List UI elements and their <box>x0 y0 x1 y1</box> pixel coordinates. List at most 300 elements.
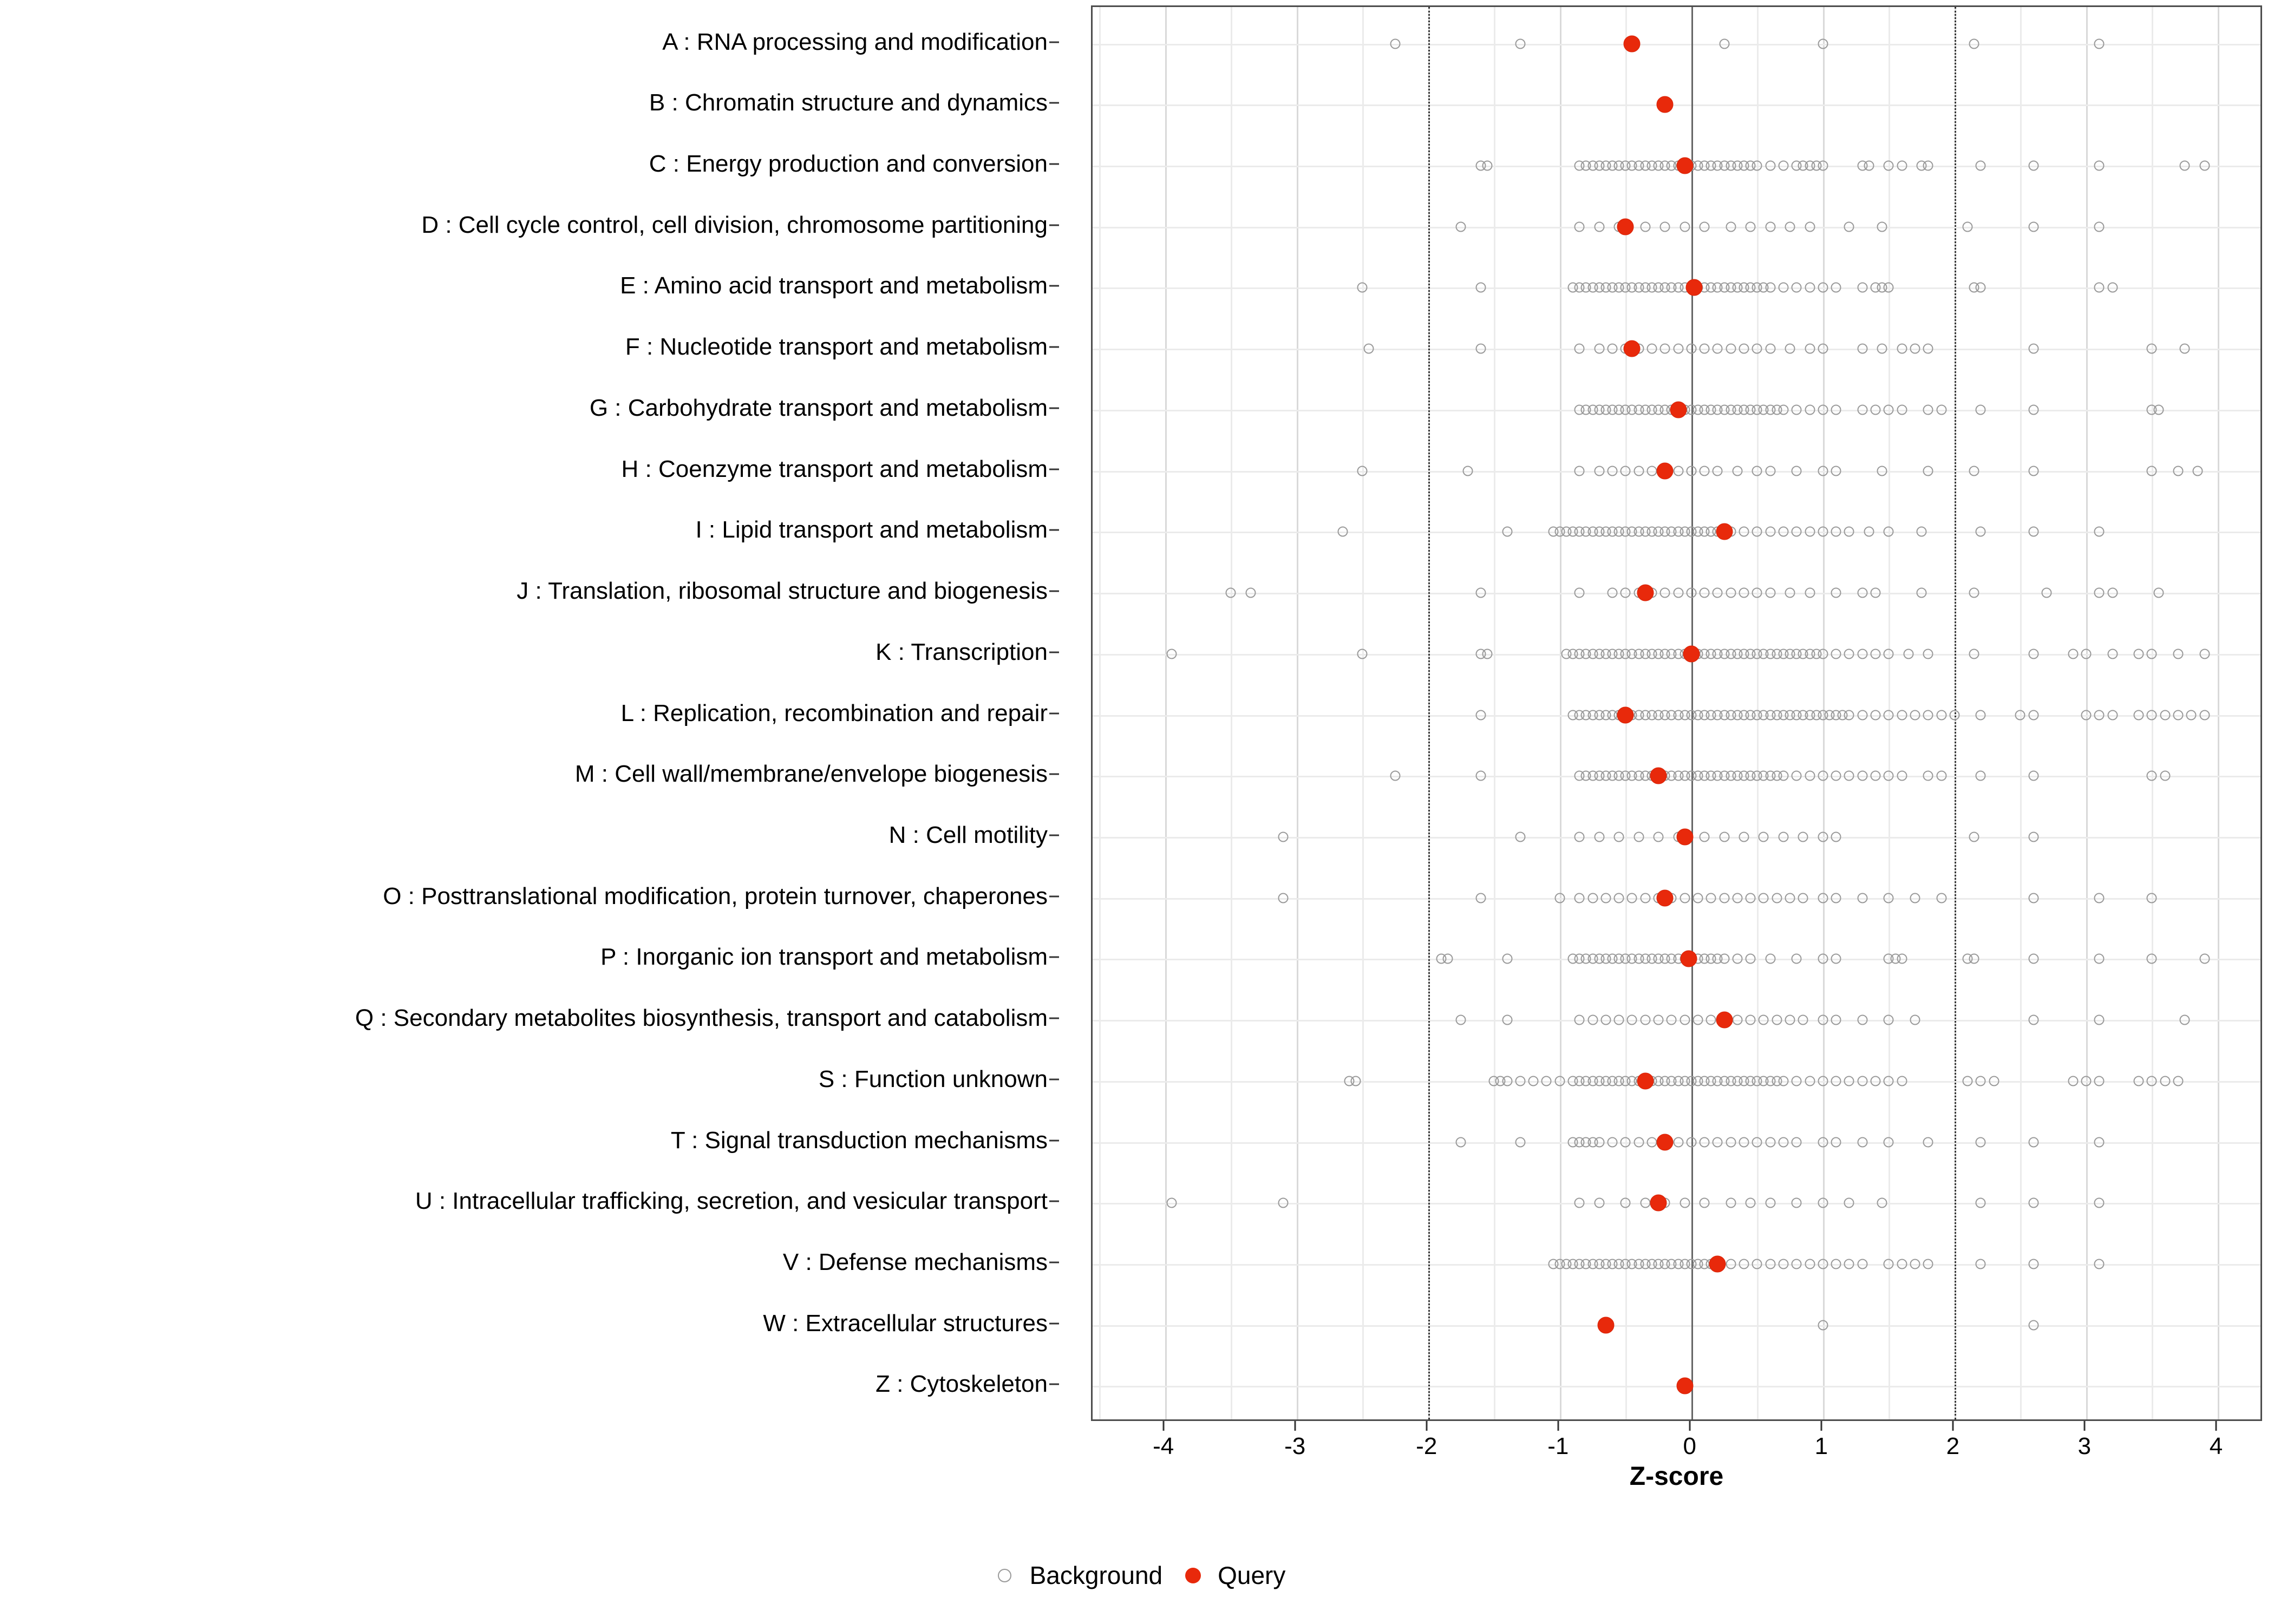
background-point <box>1857 1076 1867 1086</box>
query-point <box>1637 585 1654 601</box>
background-point <box>1475 771 1486 781</box>
background-point <box>1923 466 1933 476</box>
background-point <box>2147 1076 2157 1086</box>
background-point <box>1640 893 1650 903</box>
background-point <box>1976 710 1986 720</box>
x-axis-tick-mark <box>1426 1421 1427 1431</box>
background-point <box>1897 1076 1907 1086</box>
background-point <box>1166 649 1177 659</box>
x-axis-tick-mark <box>1294 1421 1296 1431</box>
y-axis-tick-mark <box>1049 163 1059 165</box>
background-point <box>1884 1015 1894 1025</box>
y-axis-tick-mark <box>1049 1140 1059 1141</box>
query-point <box>1716 523 1733 540</box>
background-point <box>1713 1137 1723 1147</box>
background-point <box>1337 527 1348 537</box>
background-point <box>1923 1259 1933 1269</box>
legend-item-background <box>989 1559 1163 1592</box>
background-point <box>1818 771 1828 781</box>
background-point <box>2028 893 2038 903</box>
background-point <box>2199 161 2210 171</box>
background-point <box>1857 1015 1867 1025</box>
background-point <box>1963 221 1973 232</box>
background-point <box>2068 1076 2078 1086</box>
background-point <box>2028 710 2038 720</box>
background-point <box>2107 283 2118 293</box>
background-point <box>1857 1259 1867 1269</box>
background-point <box>1976 283 1986 293</box>
background-point <box>1923 771 1933 781</box>
background-point <box>1765 954 1775 964</box>
background-point <box>1245 588 1256 598</box>
y-axis-labels <box>0 5 1069 1421</box>
background-point <box>1739 1259 1749 1269</box>
background-point <box>1574 221 1585 232</box>
background-point <box>1857 649 1867 659</box>
background-point <box>1818 466 1828 476</box>
background-point <box>1746 1198 1756 1208</box>
background-point <box>2081 1076 2091 1086</box>
background-point <box>1969 38 1979 49</box>
background-point <box>1818 1320 1828 1330</box>
background-point <box>1818 954 1828 964</box>
legend <box>0 1559 2274 1592</box>
y-axis-tick-mark <box>1049 1384 1059 1385</box>
background-point <box>2107 649 2118 659</box>
y-axis-tick-label: U : Intracellular trafficking, secretion, and vesicular transport <box>415 1188 1048 1215</box>
query-point <box>1617 706 1634 723</box>
background-point <box>2186 710 2197 720</box>
background-point <box>1844 710 1854 720</box>
background-point <box>1976 1259 1986 1269</box>
background-point <box>1390 771 1400 781</box>
background-point <box>1607 466 1617 476</box>
background-point <box>1831 649 1841 659</box>
background-point <box>2094 1076 2105 1086</box>
background-point <box>2173 466 2184 476</box>
gridline-minor-vertical <box>1231 7 1232 1419</box>
background-point <box>1475 710 1486 720</box>
background-point <box>1818 1259 1828 1269</box>
background-point <box>1831 1137 1841 1147</box>
background-point <box>1831 588 1841 598</box>
query-point <box>1657 462 1674 479</box>
background-point <box>1726 1198 1736 1208</box>
background-point <box>2094 1198 2105 1208</box>
gridline-major-horizontal <box>1093 44 2260 45</box>
background-point <box>1871 771 1881 781</box>
background-point <box>1792 1137 1802 1147</box>
background-point <box>1660 344 1670 354</box>
background-point <box>1884 404 1894 415</box>
y-axis-tick-mark <box>1049 1201 1059 1202</box>
background-point <box>2028 221 2038 232</box>
background-point <box>2094 954 2105 964</box>
background-point <box>1871 588 1881 598</box>
x-axis-tick-label: 0 <box>1683 1433 1697 1459</box>
background-point <box>1857 771 1867 781</box>
background-point <box>1726 1137 1736 1147</box>
background-point <box>1844 771 1854 781</box>
y-axis-tick-mark <box>1049 895 1059 897</box>
background-point <box>1726 221 1736 232</box>
background-point <box>1897 710 1907 720</box>
background-point <box>1166 1198 1177 1208</box>
background-point <box>1607 344 1617 354</box>
background-point <box>1936 893 1946 903</box>
background-point <box>1884 1137 1894 1147</box>
background-point <box>1884 893 1894 903</box>
background-point <box>1390 38 1400 49</box>
background-point <box>1871 649 1881 659</box>
background-point <box>2081 710 2091 720</box>
background-point <box>1857 1137 1867 1147</box>
background-point <box>1877 344 1887 354</box>
background-point <box>1627 893 1637 903</box>
background-point <box>1831 527 1841 537</box>
y-axis-tick-label: Z : Cytoskeleton <box>875 1371 1048 1398</box>
background-point <box>1792 404 1802 415</box>
background-point <box>1574 831 1585 842</box>
background-point <box>2147 710 2157 720</box>
background-point <box>1917 588 1927 598</box>
open-circle-icon <box>989 1559 1021 1592</box>
background-point <box>2028 161 2038 171</box>
background-point <box>1844 1076 1854 1086</box>
background-point <box>1910 710 1920 720</box>
background-point <box>1475 283 1486 293</box>
background-point <box>1844 1259 1854 1269</box>
background-point <box>1884 527 1894 537</box>
background-point <box>1805 527 1815 537</box>
background-point <box>1515 1076 1525 1086</box>
background-point <box>1700 466 1710 476</box>
background-point <box>2094 221 2105 232</box>
background-point <box>1554 893 1565 903</box>
background-point <box>2094 527 2105 537</box>
background-point <box>2094 38 2105 49</box>
background-point <box>2160 1076 2170 1086</box>
background-point <box>1818 404 1828 415</box>
background-point <box>2028 649 2038 659</box>
background-point <box>1686 1137 1696 1147</box>
background-point <box>1923 649 1933 659</box>
background-point <box>1857 893 1867 903</box>
background-point <box>1719 954 1729 964</box>
background-point <box>1667 1015 1677 1025</box>
query-point <box>1650 1195 1667 1212</box>
background-point <box>1732 466 1742 476</box>
background-point <box>1884 710 1894 720</box>
x-axis-tick-label: 2 <box>1946 1433 1960 1459</box>
background-point <box>1818 38 1828 49</box>
background-point <box>1706 1015 1716 1025</box>
background-point <box>1785 344 1795 354</box>
background-point <box>1660 221 1670 232</box>
background-point <box>1831 954 1841 964</box>
query-point <box>1657 1134 1674 1150</box>
x-axis-tick-mark <box>1952 1421 1953 1431</box>
background-point <box>1700 831 1710 842</box>
background-point <box>1897 1259 1907 1269</box>
x-axis-tick-label: 1 <box>1814 1433 1828 1459</box>
background-point <box>1765 1198 1775 1208</box>
x-axis-tick-mark <box>1820 1421 1822 1431</box>
background-point <box>2147 954 2157 964</box>
background-point <box>1805 283 1815 293</box>
background-point <box>1831 893 1841 903</box>
background-point <box>2107 710 2118 720</box>
background-point <box>1607 588 1617 598</box>
background-point <box>1456 221 1466 232</box>
y-axis-tick-label: I : Lipid transport and metabolism <box>695 516 1048 543</box>
background-point <box>2147 649 2157 659</box>
y-axis-tick-label: T : Signal transduction mechanisms <box>670 1127 1048 1154</box>
query-point <box>1624 35 1641 52</box>
background-point <box>2028 1198 2038 1208</box>
background-point <box>2094 588 2105 598</box>
background-point <box>1759 893 1769 903</box>
background-point <box>2041 588 2051 598</box>
background-point <box>1278 1198 1289 1208</box>
background-point <box>1897 771 1907 781</box>
x-axis-tick-label: -4 <box>1153 1433 1174 1459</box>
background-point <box>1680 893 1690 903</box>
background-point <box>1364 344 1374 354</box>
background-point <box>1752 588 1762 598</box>
y-axis-tick-mark <box>1049 346 1059 348</box>
x-axis-tick-mark <box>1557 1421 1559 1431</box>
background-point <box>1654 1015 1664 1025</box>
background-point <box>1778 161 1788 171</box>
y-axis-tick-label: M : Cell wall/membrane/envelope biogenesis <box>574 761 1048 788</box>
y-axis-tick-mark <box>1049 774 1059 775</box>
y-axis-tick-label: H : Coenzyme transport and metabolism <box>621 455 1048 482</box>
gridline-major-vertical <box>1560 7 1561 1419</box>
background-point <box>2028 1259 2038 1269</box>
background-point <box>1844 1198 1854 1208</box>
background-point <box>1673 466 1683 476</box>
background-point <box>1633 466 1644 476</box>
background-point <box>1969 831 1979 842</box>
background-point <box>1778 1076 1788 1086</box>
background-point <box>1785 893 1795 903</box>
background-point <box>1831 283 1841 293</box>
background-point <box>1765 1259 1775 1269</box>
background-point <box>1607 1137 1617 1147</box>
background-point <box>1778 771 1788 781</box>
background-point <box>1884 161 1894 171</box>
y-axis-tick-mark <box>1049 957 1059 958</box>
y-axis-tick-label: A : RNA processing and modification <box>662 28 1048 55</box>
background-point <box>1818 1076 1828 1086</box>
background-point <box>1680 1015 1690 1025</box>
background-point <box>1594 466 1604 476</box>
query-point <box>1685 279 1702 296</box>
y-axis-tick-label: B : Chromatin structure and dynamics <box>649 89 1048 116</box>
background-point <box>2107 588 2118 598</box>
background-point <box>1884 1076 1894 1086</box>
background-point <box>2153 404 2164 415</box>
background-point <box>1620 1198 1631 1208</box>
background-point <box>1831 831 1841 842</box>
background-point <box>1752 344 1762 354</box>
background-point <box>1805 588 1815 598</box>
background-point <box>1620 1137 1631 1147</box>
background-point <box>1475 893 1486 903</box>
background-point <box>1646 466 1657 476</box>
background-point <box>1877 221 1887 232</box>
query-point <box>1683 645 1700 662</box>
background-point <box>2147 344 2157 354</box>
x-axis-tick-label: -3 <box>1284 1433 1306 1459</box>
y-axis-tick-mark <box>1049 529 1059 531</box>
y-axis-tick-label: P : Inorganic ion transport and metabolism <box>600 944 1048 971</box>
background-point <box>1969 466 1979 476</box>
background-point <box>1818 344 1828 354</box>
background-point <box>1633 831 1644 842</box>
background-point <box>2094 283 2105 293</box>
background-point <box>1923 161 1933 171</box>
background-point <box>1877 1198 1887 1208</box>
y-axis-tick-mark <box>1049 1261 1059 1263</box>
background-point <box>1884 1259 1894 1269</box>
y-axis-tick-mark <box>1049 651 1059 653</box>
background-point <box>1792 954 1802 964</box>
background-point <box>1686 466 1696 476</box>
background-point <box>1857 344 1867 354</box>
background-point <box>1778 831 1788 842</box>
background-point <box>2028 527 2038 537</box>
background-point <box>2147 893 2157 903</box>
background-point <box>2094 161 2105 171</box>
background-point <box>1574 466 1585 476</box>
background-point <box>1700 344 1710 354</box>
background-point <box>1778 1137 1788 1147</box>
background-point <box>1752 466 1762 476</box>
query-point <box>1709 1255 1726 1272</box>
background-point <box>1976 771 1986 781</box>
background-point <box>1752 1137 1762 1147</box>
y-axis-tick-label: C : Energy production and conversion <box>649 150 1048 178</box>
background-point <box>1963 1076 1973 1086</box>
background-point <box>1792 527 1802 537</box>
background-point <box>2199 954 2210 964</box>
x-axis-tick-mark <box>1689 1421 1690 1431</box>
background-point <box>1719 893 1729 903</box>
background-point <box>1792 1198 1802 1208</box>
background-point <box>1818 1015 1828 1025</box>
background-point <box>2028 771 2038 781</box>
background-point <box>1693 1015 1703 1025</box>
background-point <box>1976 404 1986 415</box>
background-point <box>1765 221 1775 232</box>
background-point <box>1910 1259 1920 1269</box>
background-point <box>1594 1137 1604 1147</box>
background-point <box>1614 893 1624 903</box>
background-point <box>2028 831 2038 842</box>
background-point <box>1818 649 1828 659</box>
background-point <box>2193 466 2203 476</box>
background-point <box>2028 466 2038 476</box>
background-point <box>1765 466 1775 476</box>
background-point <box>1226 588 1236 598</box>
background-point <box>1475 344 1486 354</box>
background-point <box>1864 161 1874 171</box>
background-point <box>2015 710 2025 720</box>
y-axis-tick-mark <box>1049 1078 1059 1080</box>
background-point <box>1739 1137 1749 1147</box>
y-axis-tick-label: V : Defense mechanisms <box>782 1248 1048 1275</box>
background-point <box>2094 893 2105 903</box>
background-point <box>1884 283 1894 293</box>
background-point <box>1792 1076 1802 1086</box>
background-point <box>1732 954 1742 964</box>
background-point <box>1574 344 1585 354</box>
background-point <box>1897 344 1907 354</box>
background-point <box>1719 831 1729 842</box>
background-point <box>1719 38 1729 49</box>
background-point <box>1923 344 1933 354</box>
background-point <box>1831 1015 1841 1025</box>
gridline-major-vertical <box>2218 7 2219 1419</box>
background-point <box>2153 588 2164 598</box>
gridline-major-vertical <box>1297 7 1298 1419</box>
background-point <box>1554 1076 1565 1086</box>
background-point <box>1600 893 1611 903</box>
background-point <box>1805 221 1815 232</box>
background-point <box>2094 710 2105 720</box>
background-point <box>1752 161 1762 171</box>
background-point <box>1700 1198 1710 1208</box>
background-point <box>1713 466 1723 476</box>
background-point <box>1936 771 1946 781</box>
background-point <box>1574 893 1585 903</box>
gridline-minor-vertical <box>1362 7 1364 1419</box>
background-point <box>1726 344 1736 354</box>
background-point <box>1936 404 1946 415</box>
background-point <box>1805 344 1815 354</box>
y-axis-tick-label: S : Function unknown <box>818 1065 1048 1092</box>
background-point <box>1759 1015 1769 1025</box>
background-point <box>1844 649 1854 659</box>
y-axis-tick-mark <box>1049 1018 1059 1019</box>
gridline-minor-vertical <box>1099 7 1101 1419</box>
background-point <box>1778 527 1788 537</box>
background-point <box>1831 771 1841 781</box>
y-axis-tick-mark <box>1049 224 1059 226</box>
background-point <box>1456 1137 1466 1147</box>
background-point <box>1357 283 1368 293</box>
background-point <box>1482 161 1493 171</box>
background-point <box>1739 831 1749 842</box>
background-point <box>1778 1259 1788 1269</box>
background-point <box>1857 588 1867 598</box>
y-axis-tick-label: D : Cell cycle control, cell division, chromosome partitioning <box>421 211 1048 238</box>
background-point <box>2028 1320 2038 1330</box>
background-point <box>1976 1198 1986 1208</box>
background-point <box>1818 527 1828 537</box>
query-point <box>1676 158 1693 174</box>
background-point <box>1844 221 1854 232</box>
background-point <box>1640 221 1650 232</box>
background-point <box>1772 1015 1782 1025</box>
background-point <box>1857 710 1867 720</box>
query-point <box>1676 1378 1693 1394</box>
plot-panel <box>1091 5 2262 1421</box>
background-point <box>1443 954 1453 964</box>
background-point <box>1700 221 1710 232</box>
